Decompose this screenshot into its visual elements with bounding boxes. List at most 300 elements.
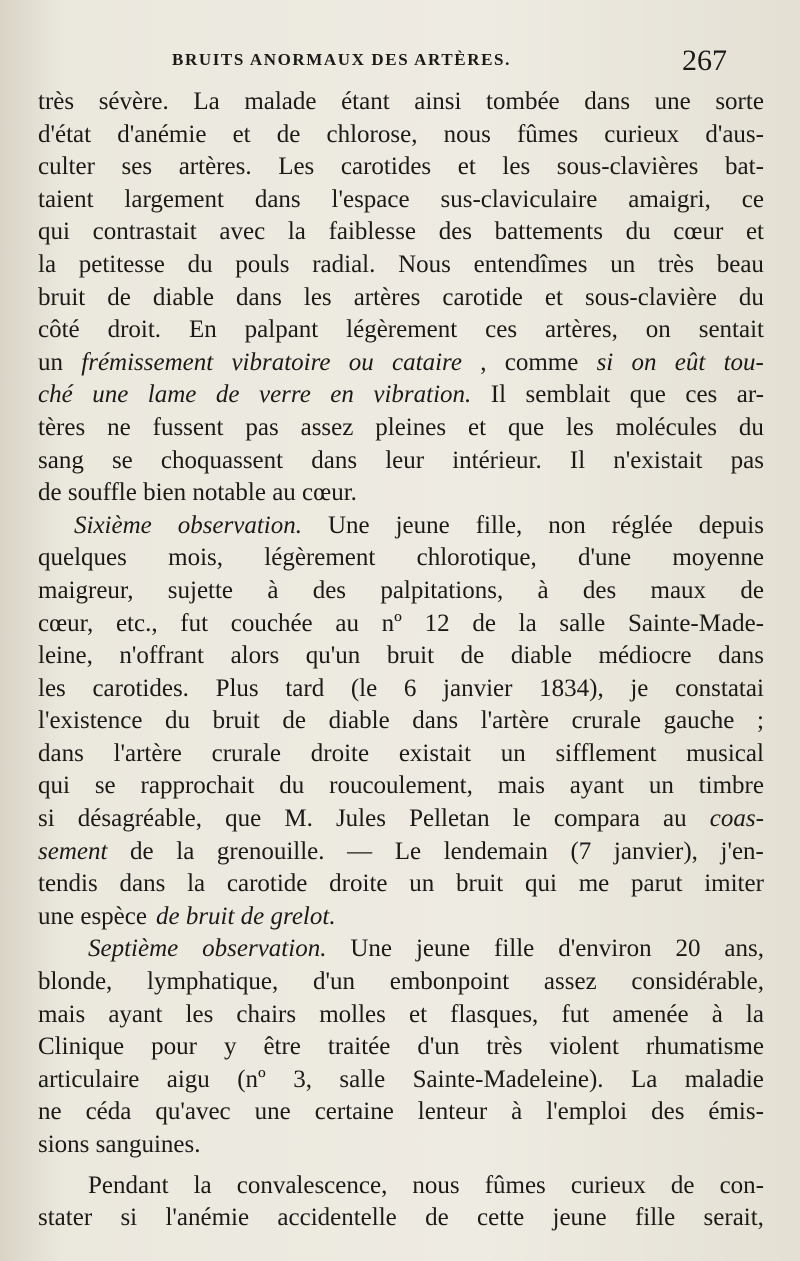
word: la	[187, 870, 206, 898]
word: j'en-	[720, 837, 764, 865]
word: les	[38, 674, 66, 702]
word: réglée	[611, 511, 673, 539]
word: une	[654, 88, 691, 115]
word: de	[460, 642, 485, 670]
word: intérieur.	[452, 446, 542, 474]
word: tères	[38, 413, 86, 441]
word: que	[629, 381, 666, 409]
word: nous	[443, 120, 491, 148]
word: on	[645, 316, 671, 344]
word: du	[625, 218, 651, 246]
word: ainsi	[414, 88, 462, 115]
word: des	[438, 218, 473, 246]
word: dans	[311, 446, 358, 474]
word: 6	[403, 674, 417, 702]
word: embonpoint	[389, 968, 510, 996]
word: molécules	[615, 413, 717, 441]
word: radial.	[312, 250, 376, 278]
word: du	[738, 413, 764, 441]
word: musical	[686, 739, 764, 767]
text-line	[38, 575, 764, 608]
word: d'une	[577, 544, 632, 572]
word: dans	[718, 642, 764, 670]
text-line	[38, 966, 764, 999]
word: désagréable,	[77, 805, 203, 833]
text-line	[38, 184, 764, 217]
word: un	[648, 772, 674, 800]
word: Il	[490, 381, 507, 409]
word: (7	[570, 837, 592, 865]
word: palpitations,	[380, 576, 504, 604]
italic-word: frémissement	[81, 348, 214, 376]
word: que	[225, 805, 262, 833]
italic-word: de	[215, 381, 240, 409]
word: y	[223, 1033, 237, 1061]
word: timbre	[698, 772, 764, 800]
word: ces	[685, 381, 718, 409]
word: existait	[398, 739, 472, 767]
word: assez	[543, 968, 597, 996]
word: fut	[180, 609, 209, 637]
word: dans	[412, 707, 459, 735]
word: violent	[549, 1033, 619, 1061]
word: une	[254, 1098, 291, 1126]
word: fille	[634, 1204, 676, 1232]
word: ces	[485, 316, 518, 344]
word: serait,	[703, 1204, 764, 1232]
text-segment: sions sanguines.	[38, 1131, 201, 1158]
word: blonde,	[38, 968, 113, 996]
word: etc.,	[115, 609, 158, 637]
word: bat-	[725, 153, 764, 181]
word: de	[130, 837, 154, 865]
word: que	[507, 413, 545, 441]
text-line	[38, 1170, 764, 1203]
word: carotides	[340, 153, 432, 181]
text-line	[38, 477, 764, 510]
word: lenteur	[417, 1098, 488, 1126]
word: largement	[124, 185, 224, 213]
word: Jules	[335, 805, 386, 833]
word: d'environ	[558, 935, 652, 963]
word: de	[670, 1171, 695, 1199]
word: 1834),	[539, 674, 604, 702]
text-line	[38, 1202, 764, 1235]
word: convalescence,	[236, 1171, 388, 1199]
word: malade	[244, 88, 317, 115]
word: les	[565, 413, 594, 441]
word: artères	[353, 283, 421, 311]
italic-word: sement	[38, 837, 108, 865]
word: dans	[119, 870, 166, 898]
word: qu'avec	[155, 1098, 231, 1126]
text-line	[38, 379, 764, 412]
word: cœur,	[38, 609, 94, 637]
word: pour	[151, 1033, 197, 1061]
word: du	[165, 707, 191, 735]
word: me	[578, 870, 610, 898]
word: sujette	[167, 576, 234, 604]
text-line	[38, 119, 764, 152]
word: sentait	[698, 316, 764, 344]
word: sous-clavières	[556, 153, 699, 181]
word: la	[518, 609, 537, 637]
text-line	[38, 673, 764, 706]
word: flasques,	[450, 1000, 539, 1028]
word: l'anémie	[165, 1204, 250, 1232]
word: très	[486, 1033, 523, 1061]
word: crurale	[571, 707, 641, 735]
word: aigu	[166, 1065, 210, 1093]
word: 20	[675, 935, 701, 963]
word: rhumatisme	[645, 1033, 764, 1061]
word: certaine	[314, 1098, 394, 1126]
word: Pendant	[88, 1171, 169, 1199]
word: molles	[319, 1000, 386, 1028]
text-line	[38, 347, 764, 380]
word: et	[467, 413, 487, 441]
word: (le	[350, 674, 378, 702]
word: faiblesse	[328, 218, 417, 246]
word: curieux	[604, 120, 680, 148]
word: d'état	[38, 120, 92, 148]
word: artères,	[545, 316, 618, 344]
word: dans	[38, 739, 84, 767]
word: imiter	[704, 870, 764, 898]
italic-text: de bruit de grelot.	[155, 902, 336, 930]
word: entendîmes	[473, 250, 588, 278]
word: taient	[38, 185, 94, 213]
word: Les	[278, 153, 315, 181]
word: grenouille.	[216, 837, 325, 865]
word: diable	[510, 642, 572, 670]
text-line	[38, 738, 764, 771]
text-line	[38, 608, 764, 641]
text-line	[38, 705, 764, 738]
word: un	[610, 250, 636, 278]
word: carotides.	[92, 674, 189, 702]
word: En	[188, 316, 217, 344]
text-line	[38, 836, 764, 869]
word: —	[347, 837, 373, 865]
paragraph	[38, 86, 764, 510]
word: considérable,	[631, 968, 764, 996]
word: droit.	[107, 316, 162, 344]
word: la	[287, 218, 306, 246]
word: et	[232, 120, 251, 148]
paragraph	[38, 933, 764, 1161]
word: au	[335, 609, 359, 637]
word: Sainte-Madeleine).	[412, 1065, 604, 1093]
word: nous	[412, 1171, 460, 1199]
word: n'offrant	[119, 642, 204, 670]
word: mais	[38, 1000, 86, 1028]
word: roucoulement,	[329, 772, 473, 800]
word: de	[276, 120, 301, 148]
word: stater	[38, 1204, 93, 1232]
text-segment: de souffle bien notable au cœur.	[38, 479, 357, 507]
word: leine,	[38, 642, 93, 670]
word: ne	[38, 1098, 62, 1126]
word: étant	[341, 88, 390, 115]
word: cœur	[673, 218, 724, 246]
text-line	[38, 999, 764, 1032]
word: pas	[730, 446, 764, 474]
word: tard	[285, 674, 325, 702]
word: quelques	[38, 544, 127, 572]
word: dans	[584, 88, 631, 115]
word: sang	[38, 446, 84, 474]
word: nº	[381, 609, 402, 637]
word: à	[537, 576, 549, 604]
italic-word: on	[631, 348, 657, 376]
text-line	[38, 1064, 764, 1097]
italic-word: vibration.	[373, 381, 472, 409]
word: du	[279, 772, 305, 800]
word: tendis	[38, 870, 98, 898]
word: Une	[327, 511, 370, 539]
word: très	[657, 250, 695, 278]
word: chlorose,	[326, 120, 418, 148]
word: de	[425, 1204, 449, 1232]
word: janvier	[443, 674, 513, 702]
italic-word: Septième	[88, 935, 179, 963]
word: (nº	[237, 1065, 266, 1093]
word: leur	[385, 446, 425, 474]
word: l'existence	[38, 707, 143, 735]
word: la	[193, 1171, 212, 1199]
italic-word: Sixième	[74, 511, 152, 539]
text-line	[38, 314, 764, 347]
word: dans	[254, 185, 301, 213]
word: céda	[85, 1098, 132, 1126]
word: accidentelle	[277, 1204, 397, 1232]
text-line	[38, 901, 764, 934]
word: être	[263, 1033, 301, 1061]
word: couchée	[230, 609, 313, 637]
word: semblait	[525, 381, 611, 409]
word: d'un	[417, 1033, 460, 1061]
word: se	[111, 446, 133, 474]
word: fûmes	[484, 1171, 546, 1199]
word: crurale	[211, 739, 282, 767]
word: ayant	[569, 772, 624, 800]
word: légèrement	[346, 316, 458, 344]
page-header	[0, 44, 800, 82]
body-text	[38, 86, 764, 1235]
word: pleines	[375, 413, 447, 441]
text-segment: une espèce	[38, 902, 147, 930]
word: dans	[236, 283, 282, 311]
text-line	[38, 249, 764, 282]
word: lymphatique,	[147, 968, 279, 996]
text-line	[38, 803, 764, 836]
text-line	[38, 282, 764, 315]
word: et	[544, 283, 563, 311]
word: janvier),	[613, 837, 698, 865]
word: artères.	[178, 153, 252, 181]
word: un	[38, 348, 63, 376]
paragraph	[38, 1170, 764, 1235]
word: chairs	[236, 1000, 297, 1028]
text-line	[38, 1031, 764, 1064]
word: bruit	[38, 283, 86, 311]
word: du	[738, 283, 764, 311]
word: à	[711, 1000, 723, 1028]
word: sous-clavière	[584, 283, 717, 311]
word: battements	[494, 218, 603, 246]
word: le	[512, 805, 531, 833]
text-line	[38, 151, 764, 184]
word: émis-	[708, 1098, 764, 1126]
italic-word: vibratoire	[231, 348, 331, 376]
word: parut	[631, 870, 683, 898]
word: sévère.	[98, 88, 169, 115]
word: contrastait	[92, 218, 197, 246]
word: à	[511, 1098, 523, 1126]
word: pouls	[235, 250, 290, 278]
italic-word: ché	[38, 381, 73, 409]
word: Pelletan	[409, 805, 490, 833]
italic-word: eût	[674, 348, 706, 376]
word: petitesse	[78, 250, 165, 278]
word: culter	[38, 153, 95, 181]
word: jeune	[395, 511, 450, 539]
word: si	[38, 805, 55, 833]
text-line	[38, 1129, 764, 1162]
word: jeune	[415, 935, 471, 963]
word: qui	[38, 218, 70, 246]
italic-word: lame	[147, 381, 197, 409]
italic-word: observation.	[177, 511, 302, 539]
word: bruit	[212, 707, 260, 735]
word: et	[408, 1000, 428, 1028]
word: Sainte-Made-	[627, 609, 764, 637]
word: d'un	[313, 968, 356, 996]
word: se	[94, 772, 116, 800]
italic-word: ou	[348, 348, 374, 376]
word: bruit	[456, 870, 504, 898]
word: l'emploi	[546, 1098, 628, 1126]
word: amaigri,	[628, 185, 711, 213]
word: je	[630, 674, 649, 702]
text-line	[38, 412, 764, 445]
word: la	[745, 1000, 764, 1028]
italic-word: en	[330, 381, 354, 409]
word: les	[303, 283, 332, 311]
word: la	[176, 837, 195, 865]
page-number: 267	[682, 44, 727, 77]
word: La	[630, 1065, 658, 1093]
word: lendemain	[443, 837, 548, 865]
word: beau	[716, 250, 764, 278]
text-line	[38, 216, 764, 249]
italic-word: si	[596, 348, 614, 376]
word: les	[502, 153, 531, 181]
word: Plus	[215, 674, 259, 702]
word: sus-claviculaire	[440, 185, 598, 213]
word: d'aus-	[705, 120, 764, 148]
word: de	[472, 609, 496, 637]
word: côté	[38, 316, 80, 344]
word: avec	[219, 218, 266, 246]
word: médiocre	[598, 642, 692, 670]
word: diable	[152, 283, 214, 311]
word: de	[282, 707, 307, 735]
word: n'existait	[613, 446, 703, 474]
word: sorte	[715, 88, 764, 115]
word: amenée	[612, 1000, 689, 1028]
word: Il	[569, 446, 586, 474]
word: salle	[339, 1065, 386, 1093]
word: et	[457, 153, 476, 181]
word: de	[740, 576, 764, 604]
text-line	[38, 933, 764, 966]
word: alors	[230, 642, 280, 670]
word: fille	[494, 935, 535, 963]
word: fûmes	[516, 120, 579, 148]
word: mois,	[168, 544, 224, 572]
word: au	[663, 805, 687, 833]
word: salle	[559, 609, 606, 637]
word: ans,	[724, 935, 764, 963]
word: mais	[497, 772, 545, 800]
word: des	[582, 576, 617, 604]
word: Une	[350, 935, 393, 963]
word: chlorotique,	[416, 544, 537, 572]
word: ar-	[736, 381, 764, 409]
word: les	[185, 1000, 214, 1028]
text-line	[38, 445, 764, 478]
italic-word: coas-	[709, 805, 764, 833]
word: 3,	[293, 1065, 312, 1093]
word: d'anémie	[117, 120, 207, 148]
word: ses	[121, 153, 153, 181]
italic-word: observation.	[202, 935, 327, 963]
word: rapprochait	[140, 772, 255, 800]
word: si	[120, 1204, 138, 1232]
word: un	[409, 870, 435, 898]
italic-word: une	[92, 381, 129, 409]
word: qui	[525, 870, 557, 898]
word: la	[38, 250, 57, 278]
word: con-	[719, 1171, 764, 1199]
word: compara	[553, 805, 640, 833]
word: carotide	[226, 870, 308, 898]
word: et	[745, 218, 764, 246]
word: Clinique	[38, 1033, 125, 1061]
text-line	[38, 640, 764, 673]
word: ,	[480, 348, 487, 376]
word: articulaire	[38, 1065, 140, 1093]
word: légèrement	[264, 544, 376, 572]
word: l'espace	[331, 185, 410, 213]
paragraph-gap	[38, 1162, 764, 1170]
word: fille,	[475, 511, 523, 539]
word: jeune	[552, 1204, 607, 1232]
word: M.	[284, 805, 313, 833]
word: La	[193, 88, 220, 115]
word: bruit	[386, 642, 435, 670]
word: du	[187, 250, 213, 278]
word: maigreur,	[38, 576, 134, 604]
word: l'artère	[480, 707, 550, 735]
paragraph	[38, 510, 764, 934]
text-line	[38, 86, 764, 119]
word: carotide	[442, 283, 523, 311]
word: choquassent	[160, 446, 284, 474]
word: depuis	[698, 511, 764, 539]
